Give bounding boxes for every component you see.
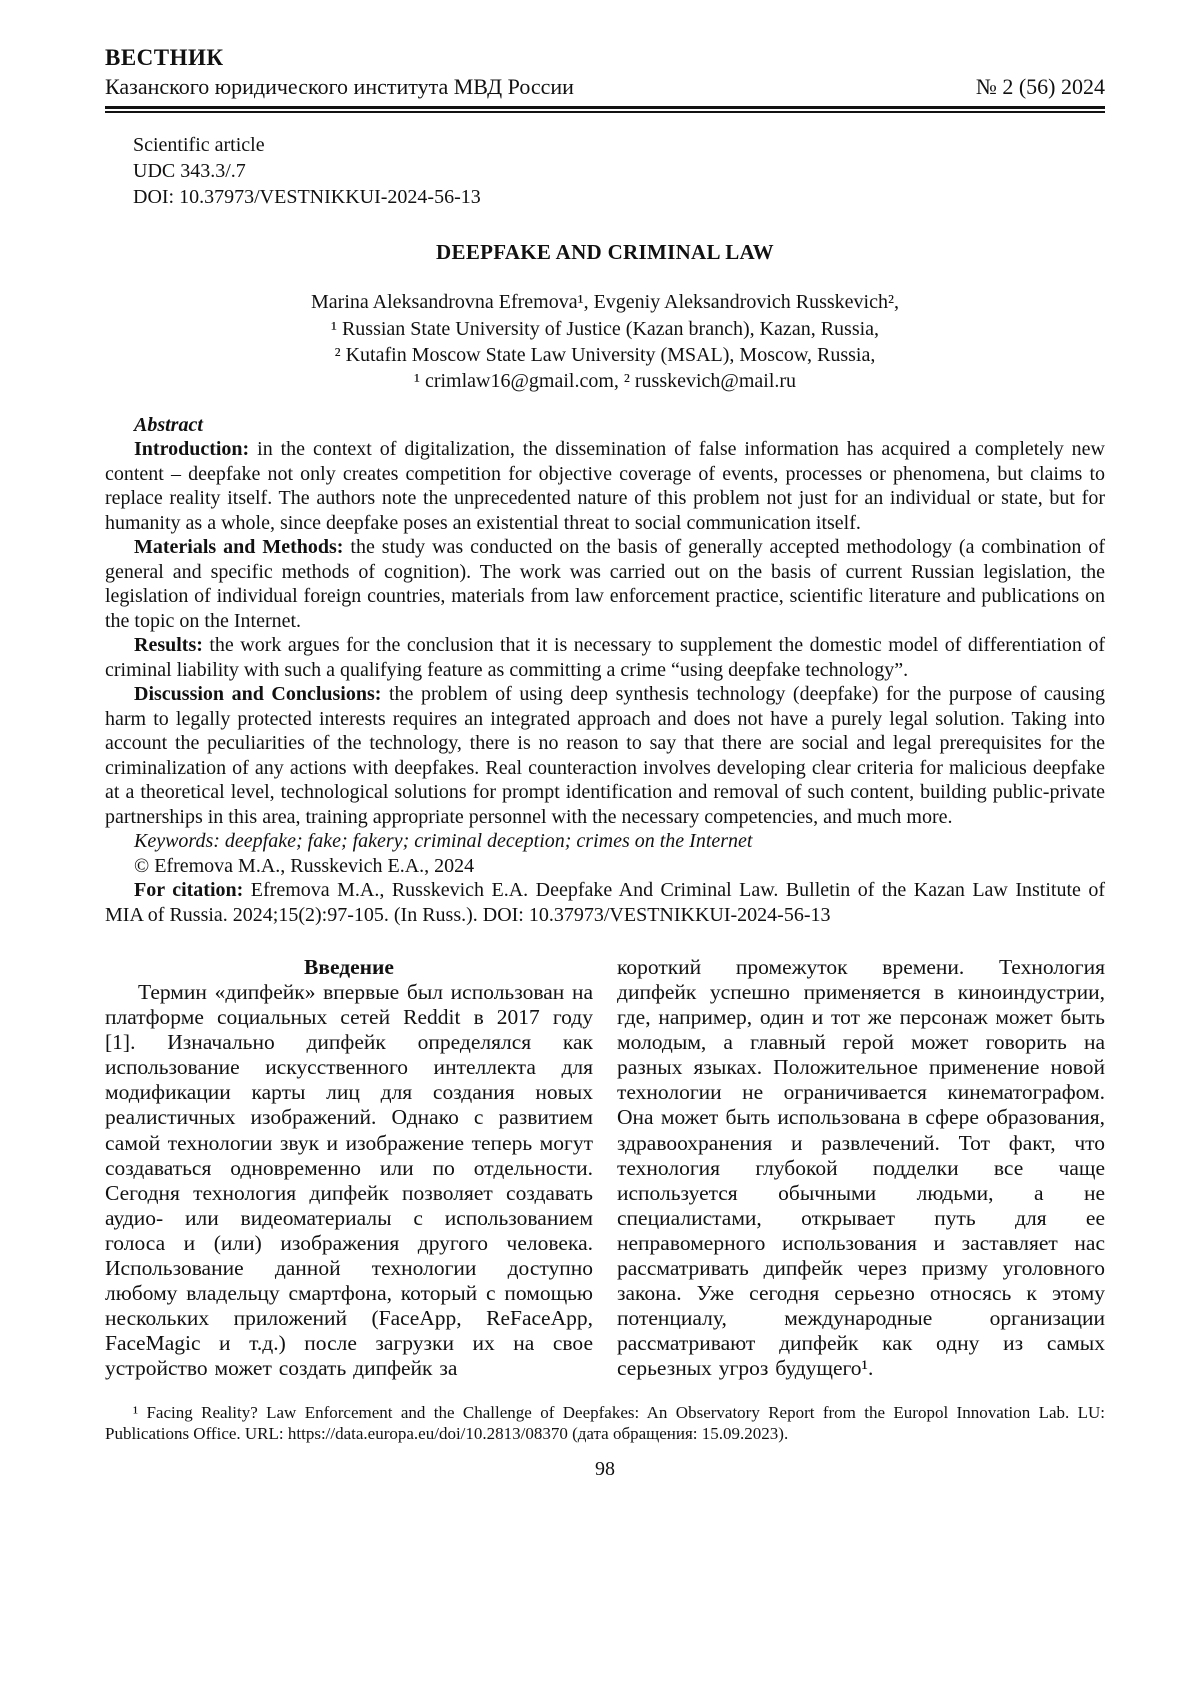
abstract-materials-methods-lead: Materials and Methods: <box>134 536 344 559</box>
left-column <box>105 955 593 1381</box>
article-title: DEEPFAKE AND CRIMINAL LAW <box>436 240 774 265</box>
divider-thin-line <box>105 111 1105 113</box>
abstract-results <box>105 633 1105 682</box>
abstract-materials-methods-text: the study was conducted on the basis of generally accepted methodology (a combination of general and specific methods of cognition). The work was carried out on the basis of current Russian legislation, the legislation of individual foreign countries, materials from law enforcement practice, scientific literature and publications on the topic on the Internet. <box>105 536 1105 632</box>
divider-thick-line <box>105 106 1105 109</box>
author-affiliation-2: ² Kutafin Moscow State Law University (MSAL), Moscow, Russia, <box>334 343 876 366</box>
journal-header <box>105 44 1105 101</box>
journal-subtitle: Казанского юридического института МВД России <box>105 73 574 99</box>
journal-title: ВЕСТНИК <box>105 45 224 70</box>
issue-number: № 2 (56) 2024 <box>975 73 1105 99</box>
abstract-introduction <box>105 437 1105 535</box>
doi-code: DOI: 10.37973/VESTNIKKUI-2024-56-13 <box>133 185 481 208</box>
abstract-label: Abstract <box>134 413 203 436</box>
left-column-text: Термин «дипфейк» впервые был использован на платформе социальных сетей Reddit в 2017 году [1]. Изначально дипфейк определялся как использование искусственного интеллекта для модификации карты лиц для создания новых реалистичных изображений. Однако с развитием самой технологии звук и изображение теперь могут создаваться одновременно или по отдельности. Сегодня технология дипфейк позволяет создавать аудио- или видеоматериалы с использованием голоса и (или) изображения другого человека. Использование данной технологии доступно любому владельцу смартфона, который с помощью нескольких приложений (FaceApp, ReFaceApp, FaceMagic и т.д.) после загрузки их на свое устройство может создать дипфейк за <box>105 980 593 1380</box>
abstract-results-lead: Results: <box>134 634 203 657</box>
citation-line <box>105 878 1105 927</box>
citation-lead: For citation: <box>134 879 244 902</box>
article-meta <box>133 133 1105 210</box>
right-column <box>617 955 1105 1381</box>
abstract-discussion-conclusions-text: the problem of using deep synthesis technology (deepfake) for the purpose of causing harm to legally protected interests requires an integrated approach and does not have a purely legal solution. Taking into account the peculiarities of the technology, there is no reason to say that there are social and legal prerequisites for the criminalization of any actions with deepfakes. Real counteraction involves developing clear criteria for malicious deepfake at a theoretical level, technological solutions for prompt identification and removal of such content, building public-private partnerships in this area, training appropriate personnel with the necessary competencies, and much more. <box>105 683 1105 828</box>
abstract-introduction-text: in the context of digitalization, the dissemination of false information has acquired a completely new content – deepfake not only creates competition for objective coverage of events, processes or phenomena, but claims to replace reality itself. The authors note the unprecedented nature of this problem not just for an individual or state, but for humanity as a whole, since deepfake poses an existential threat to social communication itself. <box>105 438 1106 534</box>
authors-block <box>105 289 1105 395</box>
abstract-section <box>105 413 1105 928</box>
citation-text: Efremova M.A., Russkevich E.A. Deepfake And Criminal Law. Bulletin of the Kazan Law Institute of MIA of Russia. 2024;15(2):97-105. (In Russ.). DOI: 10.37973/VESTNIKKUI-2024-56-13 <box>105 879 1106 926</box>
article-type: Scientific article <box>133 134 265 157</box>
abstract-discussion-conclusions <box>105 682 1105 829</box>
header-divider <box>105 106 1105 113</box>
abstract-introduction-lead: Introduction: <box>134 438 250 461</box>
author-emails: ¹ crimlaw16@gmail.com, ² russkevich@mail.ru <box>413 370 797 393</box>
article-body-columns <box>105 955 1105 1381</box>
journal-name-block <box>105 44 574 101</box>
abstract-materials-methods <box>105 535 1105 633</box>
author-affiliation-1: ¹ Russian State University of Justice (Kazan branch), Kazan, Russia, <box>330 317 880 340</box>
abstract-discussion-conclusions-lead: Discussion and Conclusions: <box>134 683 382 706</box>
section-heading-introduction: Введение <box>304 955 394 980</box>
right-column-text: короткий промежуток времени. Технология дипфейк успешно применяется в киноиндустрии, где, например, один и тот же персонаж может быть молодым, а главный герой может говорить на разных языках. Положительное применение новой технологии не ограничивается кинематографом. Она может быть использована в сфере образования, здравоохранения и развлечений. Тот факт, что технология глубокой подделки все чаще используется обычными людьми, а не специалистами, открывает путь для ее неправомерного использования и заставляет нас рассматривать дипфейк через призму уголовного закона. Уже сегодня серьезно относясь к этому потенциалу, международные организации рассматривают дипфейк как одну из самых серьезных угроз будущего¹. <box>617 955 1105 1380</box>
abstract-results-text: the work argues for the conclusion that it is necessary to supplement the domestic model of differentiation of criminal liability with such a qualifying feature as committing a crime “using deepfake technology”. <box>105 634 1106 681</box>
udc-code: UDC 343.3/.7 <box>133 159 246 182</box>
keywords-line: Keywords: deepfake; fake; fakery; criminal deception; crimes on the Internet <box>134 830 753 853</box>
footnote: ¹ Facing Reality? Law Enforcement and the Challenge of Deepfakes: An Observatory Report from the Europol Innovation Lab. LU: Publications Office. URL: https://data.europa.eu/doi/10.2813/08370 (дата обращения: 15.09.2023). <box>105 1402 1105 1443</box>
author-names: Marina Aleksandrovna Efremova¹, Evgeniy Aleksandrovich Russkevich², <box>311 291 899 314</box>
copyright-line: © Efremova M.A., Russkevich E.A., 2024 <box>134 854 475 877</box>
page-number: 98 <box>595 1458 615 1481</box>
